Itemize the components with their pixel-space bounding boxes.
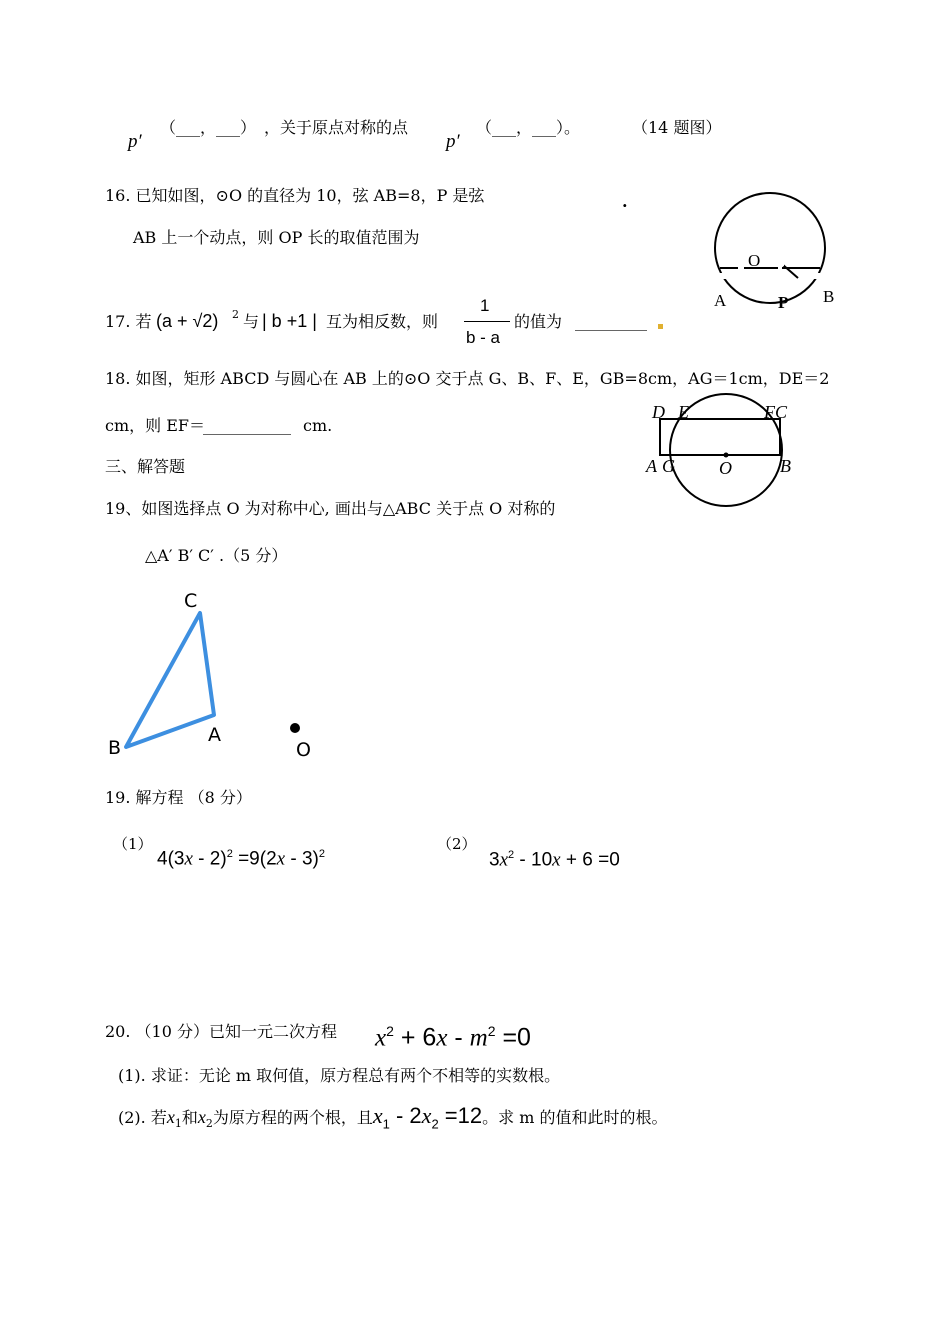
mark — [658, 324, 663, 329]
question-19-text: 19、如图选择点 O 为对称中心, 画出与△ABC 关于点 O 对称的 — [105, 499, 556, 518]
label-b: B — [823, 287, 835, 306]
question-20-part-2: (2). 若$x_1$和$x_2$为原方程的两个根，且$x_1 - 2x_2 =12$。求 m 的值和此时的根。 — [118, 1103, 668, 1132]
center-dot — [724, 453, 729, 458]
label-d: D — [652, 402, 665, 422]
question-17-text: 互为相反数，则 — [326, 312, 439, 331]
label-c: C — [184, 590, 198, 612]
label-g: G — [662, 456, 675, 476]
center-point-o — [290, 723, 300, 733]
question-text: ，关于原点对称的点 — [264, 118, 409, 137]
triangle-abc-figure — [100, 585, 330, 765]
fraction-bar — [464, 321, 510, 322]
expression: (a + √2) — [156, 311, 219, 331]
equation-1: 4(3x - 2)$^2$ =9(2x - 3)$^2$ — [157, 848, 325, 870]
equation-2: $3x^2 - 10x + 6 =0$ — [489, 849, 620, 871]
exponent: 2 — [232, 308, 239, 321]
part-label: （1） — [113, 835, 153, 853]
rectangle-circle-figure — [640, 396, 810, 512]
figure-caption: （14 题图） — [632, 118, 722, 137]
question-16-text-cont: AB 上一个动点，则 OP 长的取值范围为 — [133, 228, 420, 247]
p-prime-symbol: p′ — [128, 131, 142, 152]
label-o: O — [748, 251, 761, 270]
p-prime-symbol: p′ — [446, 131, 460, 152]
question-18-suffix: cm. — [303, 416, 333, 435]
label-b: B — [108, 737, 122, 759]
section-title: 三、解答题 — [105, 457, 186, 476]
fraction-numerator: 1 — [480, 296, 490, 315]
rectangle-abcd — [660, 419, 780, 455]
question-17-text: 的值为 — [514, 312, 563, 331]
label-o: O — [719, 458, 732, 478]
label-fc: FC — [764, 402, 788, 422]
question-19-text-cont: △A′ B′ C′ .（5 分） — [145, 546, 288, 565]
label-e: E — [678, 402, 689, 422]
answer-blank: _________ — [575, 312, 647, 331]
label-a: A — [646, 456, 657, 476]
label-p: P — [778, 293, 789, 312]
label-o: O — [296, 739, 311, 761]
label-a: A — [714, 291, 727, 310]
question-18-text: 18. 如图，矩形 ABCD 与圆心在 AB 上的⊙O 交于点 G、B、F、E，GB=8cm，AG＝1cm，DE＝2 — [105, 369, 830, 388]
answer-blank: （___，___） — [160, 118, 257, 137]
quadratic-equation: $x^2 + 6x - m^2 =0$ — [375, 1023, 531, 1052]
absolute-value-expression: | b +1 | — [262, 311, 317, 331]
question-16-text: 16. 已知如图，⊙O 的直径为 10，弦 AB=8，P 是弦 — [105, 186, 485, 205]
label-b: B — [780, 456, 791, 476]
fraction-denominator: b - a — [466, 328, 501, 347]
answer-blank: ___________ — [203, 416, 291, 435]
question-18-prefix: cm，则 EF＝ — [105, 416, 206, 435]
question-20-title: 20. （10 分）已知一元二次方程 — [105, 1022, 337, 1041]
label-a: A — [208, 724, 221, 746]
dot-mark: . — [622, 192, 628, 211]
question-17-prefix: 17. 若 — [105, 312, 152, 331]
question-17-text: 与 — [243, 312, 260, 331]
answer-blank: （___，___）。 — [476, 118, 581, 137]
triangle-abc — [126, 613, 214, 747]
question-19-solve-title: 19. 解方程 （8 分） — [105, 788, 252, 807]
circle-chord-figure — [700, 190, 850, 320]
part-label: （2） — [437, 835, 477, 853]
question-20-part-1: (1). 求证：无论 m 取何值，原方程总有两个不相等的实数根。 — [118, 1066, 561, 1085]
